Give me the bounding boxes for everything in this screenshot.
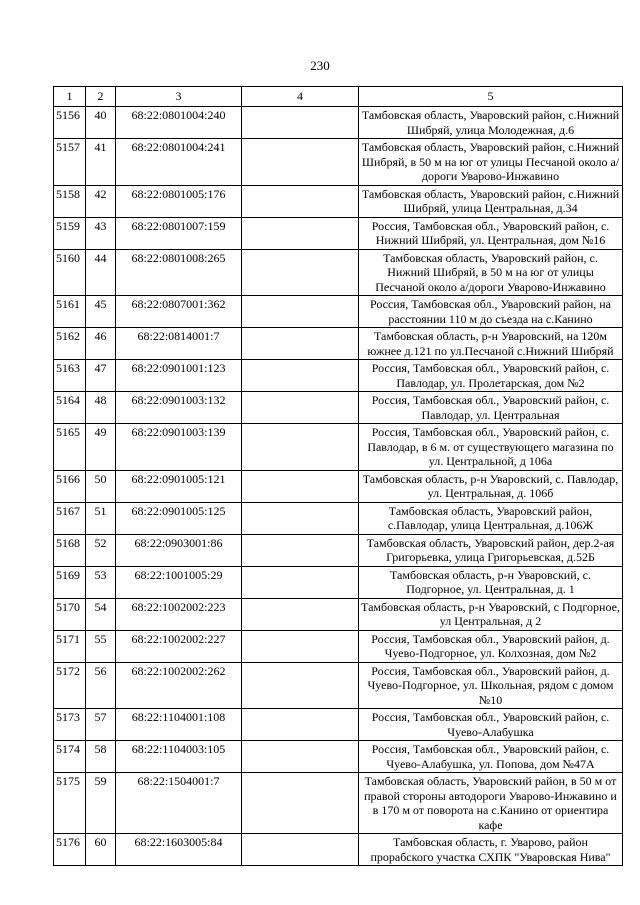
item-index-cell: 40: [86, 107, 116, 139]
cadastral-number-cell: 68:22:0901003:139: [116, 424, 242, 471]
row-number-cell: 5166: [54, 470, 86, 502]
table-row: [54, 424, 623, 471]
address-cell: Россия, Тамбовская обл., Уваровский район, с. Чуево-Алабушка: [359, 709, 623, 741]
address-cell: Тамбовская область, г. Уварово, район прорабского участка СХПК "Уваровская Нива": [359, 834, 623, 866]
item-index-cell: 48: [86, 392, 116, 424]
table-row: [54, 470, 623, 502]
item-index-cell: 59: [86, 773, 116, 834]
row-number-cell: 5157: [54, 139, 86, 186]
column-4-cell: [242, 709, 359, 741]
cadastral-number-cell: 68:22:0901005:121: [116, 470, 242, 502]
cadastral-number-cell: 68:22:1603005:84: [116, 834, 242, 866]
cadastral-number-cell: 68:22:0801008:265: [116, 249, 242, 296]
cadastral-number-cell: 68:22:1002002:227: [116, 630, 242, 662]
address-cell: Тамбовская область, Уваровский район, в 50 м от правой стороны автодороги Уварово-Инжавино и в 170 м от поворота на с.Канино от ориентира кафе: [359, 773, 623, 834]
table-row: [54, 773, 623, 834]
address-cell: Тамбовская область, Уваровский район, с. Нижний Шибряй, в 50 м на юг от улицы Песчаной около а/дороги Уварово-Инжавино: [359, 249, 623, 296]
cadastral-number-cell: 68:22:0814001:7: [116, 328, 242, 360]
row-number-cell: 5171: [54, 630, 86, 662]
column-4-cell: [242, 296, 359, 328]
column-4-cell: [242, 392, 359, 424]
table-row: [54, 217, 623, 249]
item-index-cell: 47: [86, 360, 116, 392]
cadastral-number-cell: 68:22:1001005:29: [116, 566, 242, 598]
address-cell: Тамбовская область, р-н Уваровский, с. Подгорное, ул. Центральная, д. 1: [359, 566, 623, 598]
address-cell: Тамбовская область, Уваровский район, с.Нижний Шибряй, улица Молодежная, д.6: [359, 107, 623, 139]
row-number-cell: 5156: [54, 107, 86, 139]
row-number-cell: 5159: [54, 217, 86, 249]
item-index-cell: 49: [86, 424, 116, 471]
row-number-cell: 5169: [54, 566, 86, 598]
cadastral-number-cell: 68:22:0903001:86: [116, 534, 242, 566]
row-number-cell: 5170: [54, 598, 86, 630]
cadastral-number-cell: 68:22:0801004:240: [116, 107, 242, 139]
item-index-cell: 44: [86, 249, 116, 296]
cadastral-number-cell: 68:22:0901003:132: [116, 392, 242, 424]
column-header-1: 1: [54, 87, 86, 107]
table-row: [54, 630, 623, 662]
table-row: [54, 598, 623, 630]
column-header-2: 2: [86, 87, 116, 107]
row-number-cell: 5175: [54, 773, 86, 834]
table-row: [54, 296, 623, 328]
column-header-4: 4: [242, 87, 359, 107]
address-cell: Тамбовская область, р-н Уваровский, с Подгорное, ул Центральная, д 2: [359, 598, 623, 630]
item-index-cell: 55: [86, 630, 116, 662]
table-row: [54, 709, 623, 741]
table-row: [54, 741, 623, 773]
item-index-cell: 54: [86, 598, 116, 630]
column-4-cell: [242, 630, 359, 662]
cadastral-number-cell: 68:22:1002002:262: [116, 662, 242, 709]
cadastral-number-cell: 68:22:0901001:123: [116, 360, 242, 392]
table-row: [54, 534, 623, 566]
item-index-cell: 42: [86, 185, 116, 217]
column-4-cell: [242, 534, 359, 566]
item-index-cell: 52: [86, 534, 116, 566]
item-index-cell: 50: [86, 470, 116, 502]
item-index-cell: 58: [86, 741, 116, 773]
column-header-3: 3: [116, 87, 242, 107]
column-4-cell: [242, 249, 359, 296]
column-header-5: 5: [359, 87, 623, 107]
cadastral-number-cell: 68:22:0901005:125: [116, 502, 242, 534]
item-index-cell: 60: [86, 834, 116, 866]
address-cell: Тамбовская область, р-н Уваровский, с. Павлодар, ул. Центральная, д. 106б: [359, 470, 623, 502]
row-number-cell: 5167: [54, 502, 86, 534]
cadastral-number-cell: 68:22:0807001:362: [116, 296, 242, 328]
column-4-cell: [242, 598, 359, 630]
table-row: [54, 834, 623, 866]
row-number-cell: 5158: [54, 185, 86, 217]
column-4-cell: [242, 107, 359, 139]
cadastral-number-cell: 68:22:1104001:108: [116, 709, 242, 741]
address-cell: Россия, Тамбовская обл., Уваровский район, с. Чуево-Алабушка, ул. Попова, дом №47А: [359, 741, 623, 773]
column-4-cell: [242, 217, 359, 249]
column-4-cell: [242, 834, 359, 866]
address-cell: Россия, Тамбовская обл., Уваровский район, с. Нижний Шибряй, ул. Центральная, дом №16: [359, 217, 623, 249]
registry-table-body: [54, 87, 623, 866]
table-row: [54, 139, 623, 186]
row-number-cell: 5174: [54, 741, 86, 773]
row-number-cell: 5168: [54, 534, 86, 566]
item-index-cell: 45: [86, 296, 116, 328]
column-4-cell: [242, 566, 359, 598]
table-row: [54, 185, 623, 217]
table-row: [54, 107, 623, 139]
address-cell: Россия, Тамбовская обл., Уваровский район, д. Чуево-Подгорное, ул. Колхозная, дом №2: [359, 630, 623, 662]
address-cell: Россия, Тамбовская обл., Уваровский район, с. Павлодар, ул. Центральная: [359, 392, 623, 424]
address-cell: Тамбовская область, Уваровский район, с.Нижний Шибряй, улица Центральная, д.34: [359, 185, 623, 217]
column-4-cell: [242, 470, 359, 502]
row-number-cell: 5160: [54, 249, 86, 296]
column-4-cell: [242, 424, 359, 471]
cadastral-number-cell: 68:22:0801004:241: [116, 139, 242, 186]
table-row: [54, 566, 623, 598]
row-number-cell: 5165: [54, 424, 86, 471]
column-4-cell: [242, 360, 359, 392]
column-4-cell: [242, 139, 359, 186]
item-index-cell: 41: [86, 139, 116, 186]
column-4-cell: [242, 662, 359, 709]
column-4-cell: [242, 328, 359, 360]
column-4-cell: [242, 502, 359, 534]
row-number-cell: 5164: [54, 392, 86, 424]
table-header-row: [54, 87, 623, 107]
row-number-cell: 5173: [54, 709, 86, 741]
row-number-cell: 5163: [54, 360, 86, 392]
column-4-cell: [242, 185, 359, 217]
address-cell: Тамбовская область, р-н Уваровский, на 120м южнее д.121 по ул.Песчаной с.Нижний Шибряй: [359, 328, 623, 360]
table-row: [54, 328, 623, 360]
table-row: [54, 502, 623, 534]
table-row: [54, 662, 623, 709]
item-index-cell: 53: [86, 566, 116, 598]
cadastral-number-cell: 68:22:1002002:223: [116, 598, 242, 630]
row-number-cell: 5172: [54, 662, 86, 709]
item-index-cell: 46: [86, 328, 116, 360]
address-cell: Россия, Тамбовская обл., Уваровский район, д. Чуево-Подгорное, ул. Школьная, рядом с домом №10: [359, 662, 623, 709]
cadastral-number-cell: 68:22:0801007:159: [116, 217, 242, 249]
registry-table: [53, 86, 623, 866]
address-cell: Тамбовская область, Уваровский район, дер.2-ая Григорьевка, улица Григорьевская, д.52Б: [359, 534, 623, 566]
row-number-cell: 5161: [54, 296, 86, 328]
item-index-cell: 51: [86, 502, 116, 534]
cadastral-number-cell: 68:22:1504001:7: [116, 773, 242, 834]
address-cell: Тамбовская область, Уваровский район, с.Нижний Шибряй, в 50 м на юг от улицы Песчаной около а/дороги Уварово-Инжавино: [359, 139, 623, 186]
column-4-cell: [242, 773, 359, 834]
column-4-cell: [242, 741, 359, 773]
item-index-cell: 57: [86, 709, 116, 741]
row-number-cell: 5162: [54, 328, 86, 360]
row-number-cell: 5176: [54, 834, 86, 866]
cadastral-number-cell: 68:22:0801005:176: [116, 185, 242, 217]
table-row: [54, 249, 623, 296]
table-row: [54, 392, 623, 424]
item-index-cell: 43: [86, 217, 116, 249]
address-cell: Россия, Тамбовская обл., Уваровский район, на расстоянии 110 м до съезда на с.Канино: [359, 296, 623, 328]
cadastral-number-cell: 68:22:1104003:105: [116, 741, 242, 773]
item-index-cell: 56: [86, 662, 116, 709]
table-row: [54, 360, 623, 392]
address-cell: Россия, Тамбовская обл., Уваровский район, с. Павлодар, ул. Пролетарская, дом №2: [359, 360, 623, 392]
address-cell: Россия, Тамбовская обл., Уваровский район, с. Павлодар, в 6 м. от существующего магазина по ул. Центральной, д 106а: [359, 424, 623, 471]
address-cell: Тамбовская область, Уваровский район, с.Павлодар, улица Центральная, д.106Ж: [359, 502, 623, 534]
page-number: 230: [310, 58, 330, 73]
